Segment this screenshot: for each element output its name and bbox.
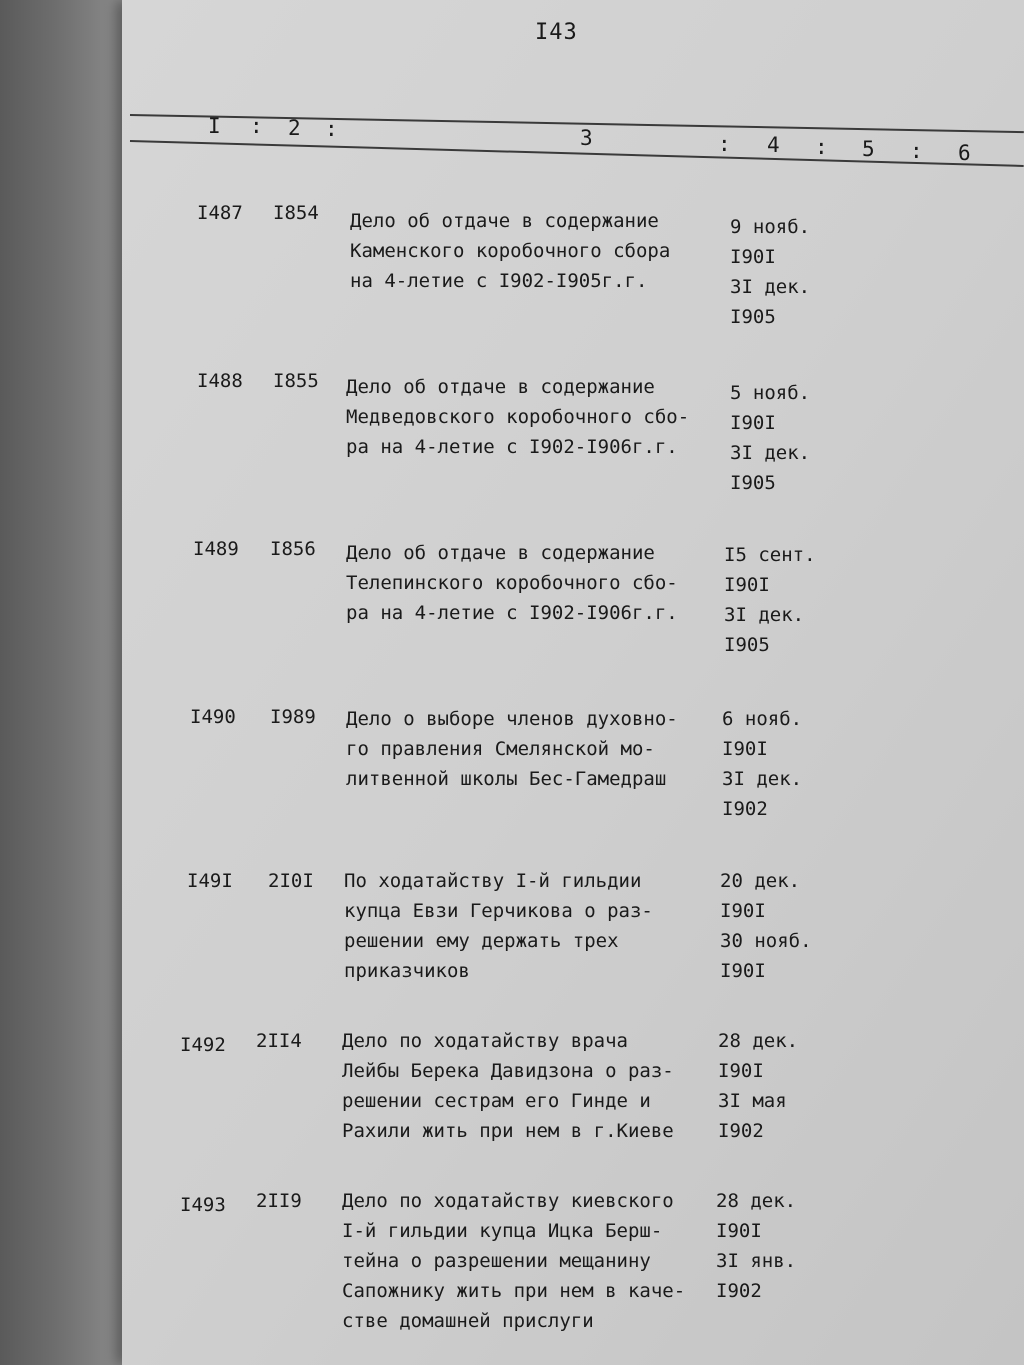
case-number: 2II4 <box>256 1030 302 1052</box>
case-dates: 28 дек. I90I 3I мая I902 <box>718 1030 799 1142</box>
column-header-2: 2 <box>288 116 301 140</box>
row-number: I488 <box>197 370 243 392</box>
case-number: 2I0I <box>268 870 314 892</box>
case-dates: 20 дек. I90I 30 нояб. I90I <box>720 870 812 982</box>
column-separator: : <box>910 139 923 163</box>
binding-shadow <box>0 0 140 1365</box>
case-description: По ходатайству I-й гильдии купца Евзи Герчикова о раз- решении ему держать трех приказчиков <box>344 870 653 982</box>
column-separator: : <box>815 135 828 159</box>
row-number: I492 <box>180 1034 226 1056</box>
case-number: I989 <box>270 706 316 728</box>
row-number: I493 <box>180 1194 226 1216</box>
case-dates: 6 нояб. I90I 3I дек. I902 <box>722 708 803 820</box>
case-description: Дело по ходатайству киевского I-й гильдии купца Ицка Берш- тейна о разрешении мещанину Сапожнику жить при нем в каче- стве домашней прислуги <box>342 1190 686 1332</box>
column-separator: : <box>325 117 338 141</box>
case-number: 2II9 <box>256 1190 302 1212</box>
case-description: Дело об отдаче в содержание Телепинского коробочного сбо- ра на 4-летие с I902-I906г.г. <box>346 542 678 624</box>
case-dates: I5 сент. I90I 3I дек. I905 <box>724 544 816 656</box>
case-dates: 28 дек. I90I 3I янв. I902 <box>716 1190 797 1302</box>
case-description: Дело о выборе членов духовно- го правления Смелянской мо- литвенной школы Бес-Гамедраш <box>346 708 678 790</box>
column-header-6: 6 <box>958 141 971 165</box>
case-description: Дело об отдаче в содержание Каменского коробочного сбора на 4-летие с I902-I905г.г. <box>350 210 671 292</box>
row-number: I487 <box>197 202 243 224</box>
column-separator: : <box>718 132 731 156</box>
case-description: Дело об отдаче в содержание Медведовского коробочного сбо- ра на 4-летие с I902-I906г.г. <box>346 376 690 458</box>
case-number: I854 <box>273 202 319 224</box>
case-dates: 9 нояб. I90I 3I дек. I905 <box>730 216 811 328</box>
column-header-1: I <box>208 114 221 138</box>
column-separator: : <box>250 114 263 138</box>
case-number: I855 <box>273 370 319 392</box>
row-number: I49I <box>187 870 233 892</box>
case-dates: 5 нояб. I90I 3I дек. I905 <box>730 382 811 494</box>
page-number: I43 <box>535 20 578 45</box>
case-description: Дело по ходатайству врача Лейбы Берека Давидзона о раз- решении сестрам его Гинде и Рахили жить при нем в г.Киеве <box>342 1030 674 1142</box>
case-number: I856 <box>270 538 316 560</box>
column-header-4: 4 <box>767 133 780 157</box>
column-header-3: 3 <box>580 126 593 150</box>
column-header-5: 5 <box>862 137 875 161</box>
row-number: I490 <box>190 706 236 728</box>
row-number: I489 <box>193 538 239 560</box>
document-page <box>122 0 1024 1365</box>
